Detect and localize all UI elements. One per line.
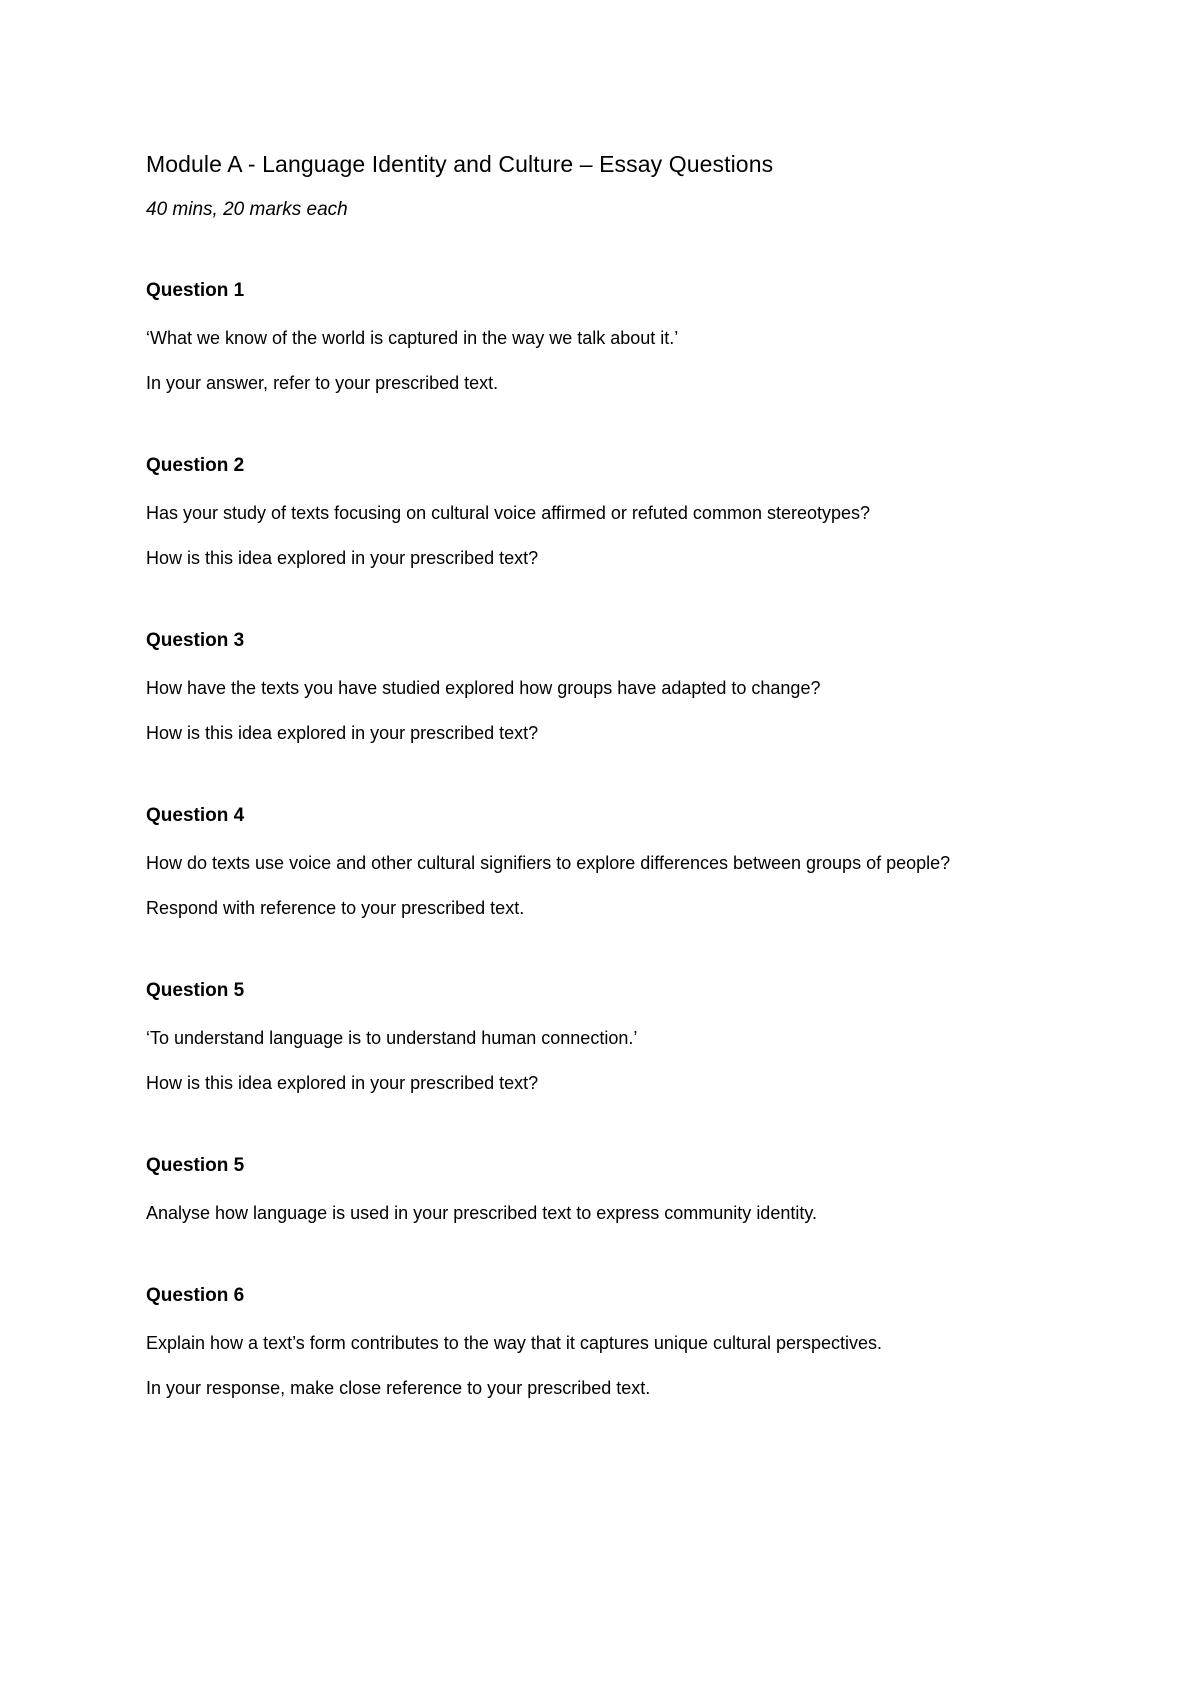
- question-heading: Question 4: [146, 805, 245, 826]
- question-block: [146, 803, 1046, 923]
- question-instruction: Respond with reference to your prescribed text.: [146, 898, 525, 918]
- question-heading: Question 5: [146, 980, 245, 1001]
- question-instruction: How is this idea explored in your prescribed text?: [146, 1073, 539, 1093]
- question-block: [146, 1153, 1046, 1228]
- question-instruction: How is this idea explored in your prescribed text?: [146, 548, 539, 568]
- question-list: [146, 278, 1046, 1403]
- question-text: How have the texts you have studied explored how groups have adapted to change?: [146, 678, 821, 698]
- question-block: [146, 1283, 1046, 1403]
- question-text: ‘To understand language is to understand human connection.’: [146, 1028, 638, 1048]
- question-block: [146, 453, 1046, 573]
- question-heading: Question 6: [146, 1285, 245, 1306]
- question-heading: Question 2: [146, 455, 245, 476]
- question-text: ‘What we know of the world is captured in the way we talk about it.’: [146, 328, 679, 348]
- document-title: Module A - Language Identity and Culture – Essay Questions: [146, 151, 774, 177]
- question-block: [146, 628, 1046, 748]
- document-content: [146, 148, 1046, 1458]
- question-heading: Question 1: [146, 280, 245, 301]
- question-block: [146, 978, 1046, 1098]
- question-text: Explain how a text’s form contributes to the way that it captures unique cultural perspectives.: [146, 1333, 883, 1353]
- question-instruction: How is this idea explored in your prescribed text?: [146, 723, 539, 743]
- question-heading: Question 5: [146, 1155, 245, 1176]
- question-block: [146, 278, 1046, 398]
- question-text: How do texts use voice and other cultural signifiers to explore differences between groups of people?: [146, 853, 951, 873]
- document-subtitle: 40 mins, 20 marks each: [146, 199, 348, 220]
- question-instruction: In your response, make close reference to your prescribed text.: [146, 1378, 651, 1398]
- question-text: Has your study of texts focusing on cultural voice affirmed or refuted common stereotypes?: [146, 503, 871, 523]
- question-instruction: In your answer, refer to your prescribed text.: [146, 373, 499, 393]
- question-text: Analyse how language is used in your prescribed text to express community identity.: [146, 1203, 818, 1223]
- question-heading: Question 3: [146, 630, 245, 651]
